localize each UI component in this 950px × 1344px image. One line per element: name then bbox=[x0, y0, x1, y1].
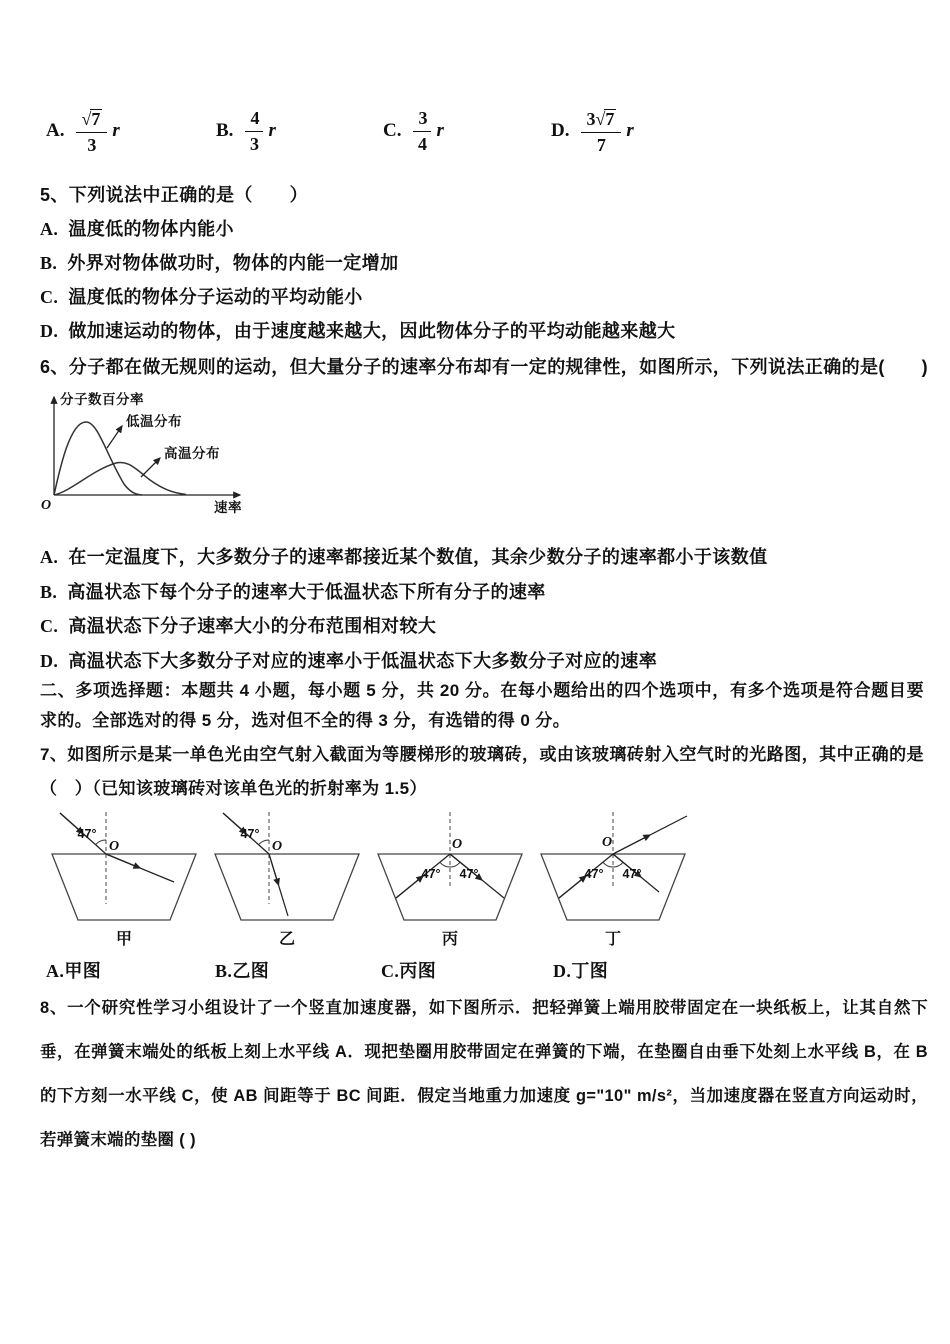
option-letter: D. bbox=[40, 650, 59, 671]
option-text: 丁图 bbox=[571, 961, 609, 981]
fraction-denominator: 7 bbox=[596, 134, 606, 155]
fraction bbox=[413, 108, 431, 154]
option-letter: C. bbox=[381, 961, 400, 981]
diagram-bing bbox=[374, 808, 526, 950]
q4-option-a bbox=[46, 95, 120, 167]
q6-option-d bbox=[40, 644, 935, 679]
refracted-ray-arrow bbox=[106, 854, 140, 868]
diagram-caption: 丁 bbox=[604, 931, 622, 948]
diagram-caption: 丙 bbox=[441, 931, 459, 948]
option-letter: B. bbox=[215, 961, 233, 981]
option-letter: B. bbox=[40, 581, 58, 602]
q6-option-a bbox=[40, 540, 935, 575]
option-text: 高温状态下每个分子的速率大于低温状态下所有分子的速率 bbox=[67, 581, 546, 602]
q7-option-a bbox=[46, 956, 101, 986]
option-text: 乙图 bbox=[232, 961, 270, 981]
angle-label-right: 47° bbox=[459, 867, 479, 881]
option-text: 甲图 bbox=[64, 961, 102, 981]
q5-option-a bbox=[40, 212, 935, 246]
option-text: 在一定温度下，大多数分子的速率都接近某个数值，其余少数分子的速率都小于该数值 bbox=[68, 547, 768, 567]
option-letter: C. bbox=[40, 287, 59, 307]
section-2-header: 二、多项选择题：本题共 4 小题，每小题 5 分，共 20 分。在每小题给出的四个选项中，有多个选项是符合题目要求的。全部选对的得 5 分，选对但不全的得 3 分，有选错的得 0 分。 bbox=[40, 681, 924, 730]
glass-trapezoid bbox=[52, 854, 196, 920]
q7-option-d bbox=[553, 956, 608, 986]
incident-ray-arrow bbox=[396, 876, 423, 898]
question-7-stem: 7、如图所示是某一单色光由空气射入截面为等腰梯形的玻璃砖，或由该玻璃砖射入空气时的光路图，其中正确的是（ ）（已知该玻璃砖对该单色光的折射率为 1.5） bbox=[40, 745, 924, 798]
question-8-stem: 8、一个研究性学习小组设计了一个竖直加速度器，如下图所示．把轻弹簧上端用胶带固定在一块纸板上，让其自然下垂，在弹簧末端处的纸板上刻上水平线 A．现把垫圈用胶带固定在弹簧的下端，在垫圈自由垂下处刻上水平线 B，在 B 的下方刻一水平线 C，使 AB 间距等于 BC 间距．假定当地重力加速度 g="10" m/s²，当加速度器在竖直方向运动时，若弹簧末端的垫圈 ( ) bbox=[40, 999, 928, 1149]
q5-option-b bbox=[40, 246, 935, 280]
option-letter: A. bbox=[40, 547, 59, 567]
option-letter: C. bbox=[40, 616, 59, 636]
option-letter: D. bbox=[40, 321, 59, 341]
y-axis-label: 分子数百分率 bbox=[60, 392, 144, 407]
molecular-speed-distribution-figure bbox=[36, 388, 268, 520]
option-letter: C. bbox=[383, 120, 402, 141]
option-letter: A. bbox=[40, 219, 59, 239]
q7-option-b bbox=[215, 956, 269, 986]
fraction-denominator: 3 bbox=[249, 134, 259, 154]
q4-options-row bbox=[0, 95, 950, 167]
fraction-denominator: 4 bbox=[417, 134, 427, 154]
q5-option-d bbox=[40, 314, 935, 348]
fraction bbox=[76, 108, 107, 155]
option-text: 高温状态下分子速率大小的分布范围相对较大 bbox=[68, 616, 437, 636]
incident-ray-arrow bbox=[559, 876, 586, 898]
q4-option-b bbox=[216, 95, 276, 167]
q4-option-c bbox=[383, 95, 444, 167]
option-text: 做加速运动的物体，由于速度越来越大，因此物体分子的平均动能越来越大 bbox=[68, 321, 676, 341]
low-temp-label: 低温分布 bbox=[126, 414, 182, 429]
angle-label-left: 47° bbox=[421, 867, 441, 881]
q7-option-c bbox=[381, 956, 436, 986]
option-letter: A. bbox=[46, 961, 65, 981]
diagram-caption: 乙 bbox=[278, 931, 296, 948]
q6-option-c bbox=[40, 609, 935, 644]
variable-r: r bbox=[436, 120, 444, 141]
low-temp-label-arrow bbox=[107, 426, 122, 448]
option-text: 外界对物体做功时，物体的内能一定增加 bbox=[67, 253, 399, 273]
option-text: 温度低的物体分子运动的平均动能小 bbox=[68, 287, 363, 307]
point-o-label: O bbox=[451, 837, 463, 852]
fraction-coeff: 3 bbox=[586, 108, 596, 129]
refracted-ray-arrow bbox=[269, 854, 279, 885]
q7-diagrams-row bbox=[48, 808, 689, 950]
question-5-stem: 5、下列说法中正确的是（ ） bbox=[40, 185, 309, 205]
origin-label: O bbox=[40, 498, 52, 513]
point-o-label: O bbox=[271, 839, 283, 854]
angle-label-right: 47° bbox=[622, 867, 642, 881]
diagram-jia bbox=[48, 808, 200, 950]
question-6-stem: 6、分子都在做无规则的运动，但大量分子的速率分布却有一定的规律性，如图所示，下列说法正确的是( ) bbox=[40, 357, 928, 377]
low-temp-curve bbox=[54, 422, 142, 495]
variable-r: r bbox=[112, 120, 120, 141]
point-o-label: O bbox=[601, 835, 613, 850]
option-text: 温度低的物体内能小 bbox=[68, 219, 234, 239]
diagram-ding bbox=[537, 808, 689, 950]
high-temp-label: 高温分布 bbox=[164, 446, 220, 461]
refracted-exit-ray-arrow bbox=[613, 835, 650, 854]
radical-sign: √ bbox=[81, 108, 92, 129]
option-letter: B. bbox=[216, 120, 234, 141]
q4-option-d bbox=[551, 95, 634, 167]
radical-sign: √ bbox=[595, 108, 606, 129]
angle-label: 47° bbox=[240, 827, 260, 841]
q6-option-b bbox=[40, 575, 935, 610]
radicand: 7 bbox=[91, 108, 101, 129]
option-letter: D. bbox=[553, 961, 572, 981]
variable-r: r bbox=[626, 120, 634, 141]
high-temp-label-arrow bbox=[141, 458, 160, 477]
angle-label: 47° bbox=[77, 827, 97, 841]
diagram-yi bbox=[211, 808, 363, 950]
fraction bbox=[581, 108, 621, 155]
fraction bbox=[245, 108, 263, 154]
glass-trapezoid bbox=[215, 854, 359, 920]
angle-arc bbox=[96, 840, 107, 845]
point-o-label: O bbox=[108, 839, 120, 854]
q5-option-c bbox=[40, 280, 935, 314]
question-6-options bbox=[40, 540, 935, 678]
variable-r: r bbox=[268, 120, 276, 141]
fraction-coeff: 4 bbox=[250, 108, 260, 129]
option-text: 高温状态下大多数分子对应的速率小于低温状态下大多数分子对应的速率 bbox=[68, 650, 658, 671]
diagram-caption: 甲 bbox=[115, 931, 133, 948]
radicand: 7 bbox=[605, 108, 615, 129]
question-7-options bbox=[0, 956, 950, 986]
fraction-denominator: 3 bbox=[87, 134, 97, 155]
x-axis-label: 速率 bbox=[214, 500, 242, 515]
high-temp-curve bbox=[54, 462, 186, 495]
angle-label-left: 47° bbox=[584, 867, 604, 881]
option-letter: B. bbox=[40, 253, 58, 273]
angle-arc bbox=[259, 840, 270, 845]
question-5 bbox=[40, 178, 935, 348]
fraction-coeff: 3 bbox=[418, 108, 428, 129]
option-text: 丙图 bbox=[399, 961, 437, 981]
option-letter: D. bbox=[551, 120, 570, 141]
option-letter: A. bbox=[46, 120, 65, 141]
